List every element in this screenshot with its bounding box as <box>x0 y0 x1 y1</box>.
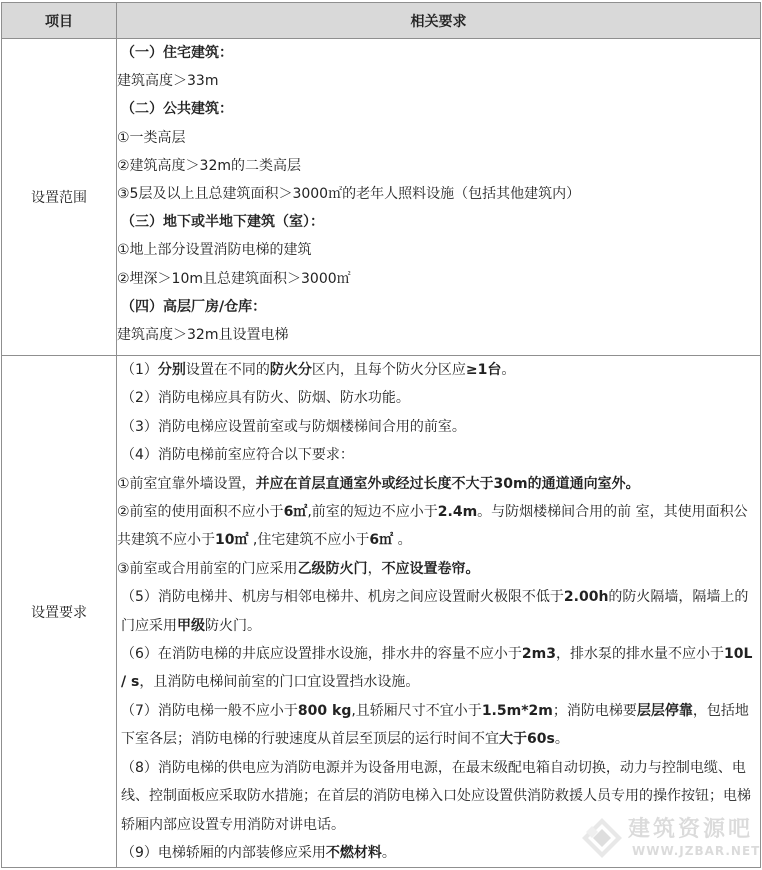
row-label-scope: 设置范围 <box>2 39 117 356</box>
bold-segment: 大于60s <box>499 731 555 748</box>
bold-segment: 分别 <box>157 362 186 378</box>
text-segment: ,住宅建筑不应小于 <box>248 532 370 549</box>
scope-line: 建筑高度＞33m <box>117 73 219 90</box>
text-segment: 。 <box>393 532 412 549</box>
text-segment: ，排水泵的排水量不应小于 <box>555 646 724 663</box>
text-segment: （5）消防电梯井、机房与相邻电梯井、机房之间应设置耐火极限不低于 <box>121 589 564 606</box>
text-segment: （9）电梯轿厢的内部装修应采用 <box>121 844 326 861</box>
text-segment: 区内，且每个防火分区应 <box>311 362 466 378</box>
scope-heading-underground: （三）地下或半地下建筑（室）： <box>121 214 324 231</box>
text-segment: ①前室宜靠外墙设置， <box>117 475 256 492</box>
watermark-name: 建筑资源吧 <box>628 817 754 842</box>
req-item-4-1 <box>117 470 760 498</box>
scope-line: ②埋深＞10m且总建筑面积＞3000㎡ <box>117 270 351 287</box>
bold-segment: 6㎡ <box>369 532 394 549</box>
diamond-logo-icon <box>580 816 624 860</box>
bold-segment: 2m3 <box>521 646 556 663</box>
requirements-content <box>117 356 761 868</box>
scope-line: 建筑高度＞32m且设置电梯 <box>117 327 289 344</box>
scope-heading-industrial: （四）高层厂房/仓库： <box>121 298 267 315</box>
text-segment: 。 <box>554 731 569 748</box>
text-segment: ；消防电梯要 <box>552 702 637 719</box>
text-segment: 。 <box>501 362 516 378</box>
watermark <box>580 810 761 864</box>
req-item-3: （3）消防电梯应设置前室或与防烟楼梯间合用的前室。 <box>121 418 466 435</box>
req-item-4-2 <box>117 498 760 555</box>
text-segment: ， <box>367 560 382 577</box>
text-segment: （6）在消防电梯的井底应设置排水设施，排水井的容量不应小于 <box>121 646 522 663</box>
scope-heading-public: （二）公共建筑： <box>121 101 233 118</box>
bold-segment: 10L / s <box>121 646 753 691</box>
text-segment: ,且轿厢尺寸不宜小于 <box>351 702 482 719</box>
header-item: 项目 <box>2 3 117 39</box>
requirements-table <box>1 2 761 868</box>
header-requirements: 相关要求 <box>117 3 761 39</box>
text-segment: ②前室的使用面积不应小于 <box>117 504 284 521</box>
row-label-requirements: 设置要求 <box>2 356 117 868</box>
scope-line: ①地上部分设置消防电梯的建筑 <box>117 242 312 259</box>
bold-segment: 并应在首层直通室外或经过长度不大于30m的通道通向室外。 <box>255 475 640 492</box>
text-segment: 设置在不同的 <box>185 362 270 378</box>
req-item-5 <box>117 583 760 640</box>
text-segment: ,前室的短边不应小于 <box>307 504 438 521</box>
table-row-scope <box>2 39 761 356</box>
bold-segment: 防火分 <box>269 362 312 378</box>
req-item-6 <box>117 640 760 697</box>
text-segment: （1） <box>121 362 158 378</box>
text-segment: 。 <box>381 844 396 861</box>
text-segment: 的防火隔墙，隔墙上的门应采用 <box>121 589 749 634</box>
bold-segment: 2.4m <box>437 504 478 521</box>
bold-segment: 不应设置卷帘。 <box>381 560 480 577</box>
bold-segment: 2.00h <box>563 589 609 606</box>
bold-segment: 层层停靠 <box>636 702 693 719</box>
scope-line: ③5层及以上且总建筑面积＞3000㎡的老年人照料设施（包括其他建筑内） <box>117 186 581 203</box>
table-header-row <box>2 3 761 39</box>
bold-segment: 6㎡ <box>283 504 308 521</box>
text-segment: 防火门。 <box>205 617 261 634</box>
req-item-2: （2）消防电梯应具有防火、防烟、防水功能。 <box>121 390 410 407</box>
text-segment: ，且消防电梯间前室的门口宜设置挡水设施。 <box>139 674 420 691</box>
bold-segment: 1.5m*2m <box>481 702 553 719</box>
scope-content <box>117 39 761 356</box>
scope-heading-residential: （一）住宅建筑： <box>121 45 233 61</box>
req-item-4: （4）消防电梯前室应符合以下要求： <box>121 447 354 464</box>
req-item-4-3 <box>117 555 760 583</box>
bold-segment: ≥1台 <box>465 362 502 378</box>
req-item-8: （8）消防电梯的供电应为消防电源并为设备用电源，在最末级配电箱自动切换，动力与控制电缆、电线、控制面板应采取防水措施；在首层的消防电梯入口处应设置供消防救援人员专用的操作按钮；电梯轿厢内部应设置专用消防对讲电话。 <box>121 759 751 833</box>
table-row-requirements <box>2 356 761 868</box>
bold-segment: 10㎡ <box>215 532 249 549</box>
text-segment: ，包括地下室各层；消防电梯的行驶速度从首层至顶层的运行时间不宜 <box>121 702 749 748</box>
req-item-1 <box>117 356 760 384</box>
text-segment: 。与防烟楼梯间合用的前 室，其使用面积公共建筑不应小于 <box>117 504 748 549</box>
bold-segment: 甲级 <box>177 617 205 634</box>
text-segment: （7）消防电梯一般不应小于 <box>121 702 298 719</box>
bold-segment: 乙级防火门 <box>297 560 368 577</box>
req-item-7 <box>117 697 760 754</box>
watermark-url: WWW.JZBAR.NET <box>632 844 761 858</box>
scope-line: ②建筑高度＞32m的二类高层 <box>117 157 302 174</box>
bold-segment: 800 kg <box>297 702 352 719</box>
text-segment: ③前室或合用前室的门应采用 <box>117 560 298 577</box>
scope-line: ①一类高层 <box>117 129 186 146</box>
bold-segment: 不燃材料 <box>325 844 382 861</box>
